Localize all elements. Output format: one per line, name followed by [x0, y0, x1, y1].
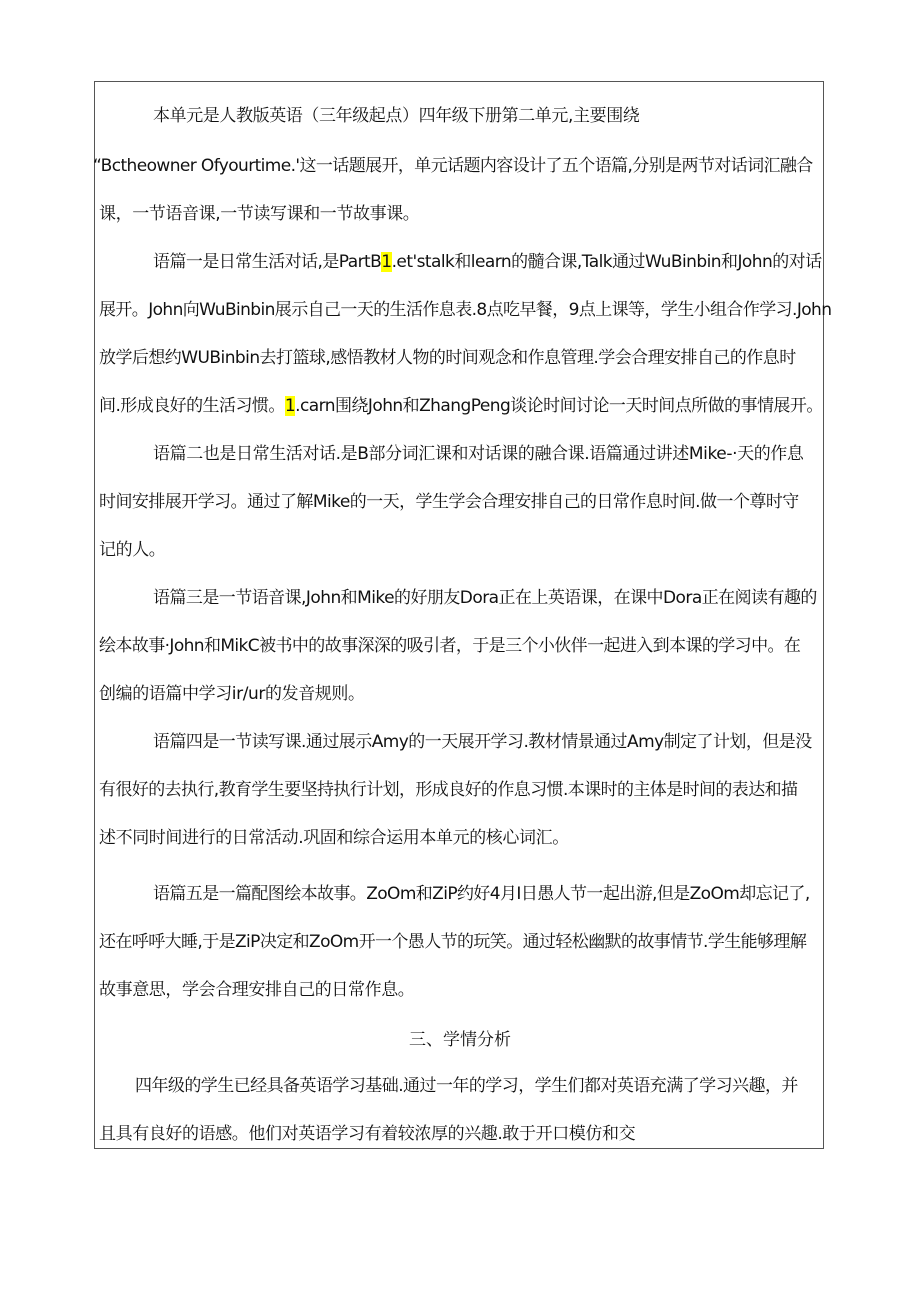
paragraph-2-line-1-text-a: 语篇一是日常生活对话,是PartB — [153, 252, 382, 272]
highlight-mark: 1 — [284, 396, 296, 416]
paragraph-7-line-1: 四年级的学生已经具备英语学习基础.通过一年的学习，学生们都对英语充满了学习兴趣，并 — [135, 1076, 798, 1096]
paragraph-4-line-1: 语篇三是一节语音课,John和Mike的好朋友Dora正在上英语课，在课中Dora正在阅读有趣的 — [153, 588, 817, 608]
paragraph-2-line-2: 展开。John向WuBinbin展示自己一天的生活作息表.8点吃早餐，9点上课等，学生小组合作学习.John — [99, 300, 832, 320]
paragraph-6-line-1: 语篇五是一篇配图绘本故事。ZoOm和ZiP约好4月I日愚人节一起出游,但是ZoOm却忘记了, — [153, 884, 810, 904]
paragraph-6-line-2: 还在呼呼大睡,于是ZiP决定和ZoOm开一个愚人节的玩笑。通过轻松幽默的故事情节.学生能够理解 — [99, 932, 807, 952]
paragraph-2-line-1-text-b: .et'stalk和learn的髓合课,Talk通过WuBinbin和John的对话 — [391, 252, 822, 272]
paragraph-2-line-4-text-a: 间.形成良好的生活习惯。 — [99, 396, 285, 416]
paragraph-2-line-4 — [99, 386, 823, 426]
paragraph-2-line-4-text-b: .carn围绕John和ZhangPeng谈论时间讨论一天时间点所做的事情展开。 — [295, 396, 823, 416]
paragraph-1-line-3: 课，一节语音课,一节读写课和一节故事课。 — [99, 204, 420, 224]
paragraph-2-line-1 — [153, 242, 822, 282]
paragraph-3-line-1: 语篇二也是日常生活对话.是B部分词汇课和对话课的融合课.语篇通过讲述Mike-·天的作息 — [153, 444, 804, 464]
highlight-mark: 1 — [381, 252, 392, 272]
paragraph-4-line-2: 绘本故事·John和MikC被书中的故事深深的吸引者，于是三个小伙伴一起进入到本课的学习中。在 — [99, 636, 801, 656]
paragraph-1-line-2: “Bctheowner Ofyourtime.'这一话题展开，单元话题内容设计了五个语篇,分别是两节对话词汇融合 — [93, 156, 813, 176]
paragraph-1-line-1: 本单元是人教版英语（三年级起点）四年级下册第二单元,主要围绕 — [153, 106, 640, 126]
paragraph-5-line-2: 有很好的去执行,教育学生要坚持执行计划，形成良好的作息习惯.本课时的主体是时间的表达和描 — [99, 780, 798, 800]
paragraph-3-line-2: 时间安排展开学习。通过了解Mike的一天，学生学会合理安排自己的日常作息时间.做一个尊时守 — [99, 492, 799, 512]
paragraph-6-line-3: 故事意思，学会合理安排自己的日常作息。 — [99, 980, 415, 1000]
section-heading: 三、学情分析 — [409, 1030, 511, 1050]
document-frame — [93, 81, 832, 1149]
paragraph-5-line-3: 述不同时间进行的日常活动.巩固和综合运用本单元的核心词汇。 — [99, 828, 569, 848]
paragraph-2-line-3: 放学后想约WUBinbin去打篮球,感悟教材人物的时间观念和作息管理.学会合理安排自己的作息时 — [99, 348, 796, 368]
paragraph-7-line-2: 且具有良好的语感。他们对英语学习有着较浓厚的兴趣.敢于开口模仿和交 — [99, 1124, 636, 1144]
paragraph-3-line-3: 记的人。 — [99, 540, 166, 560]
paragraph-5-line-1: 语篇四是一节读写课.通过展示Amy的一天展开学习.教材情景通过Amy制定了计划，但是没 — [153, 732, 812, 752]
paragraph-4-line-3: 创编的语篇中学习ir/ur的发音规则。 — [99, 684, 365, 704]
